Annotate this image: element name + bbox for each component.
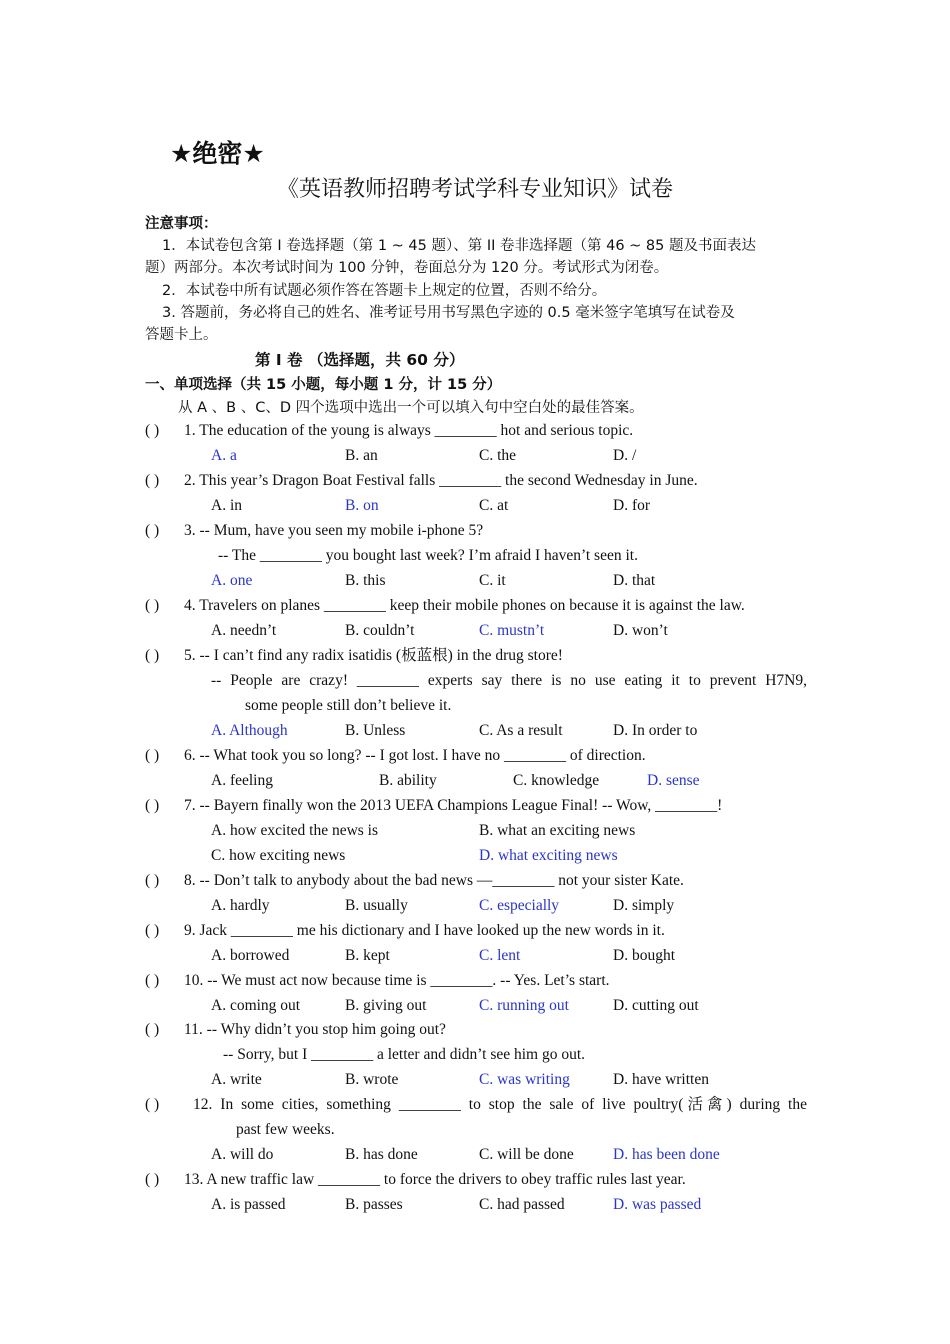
- option-c[interactable]: C. mustn’t: [479, 622, 545, 639]
- option-b[interactable]: B. giving out: [345, 997, 427, 1014]
- option-c[interactable]: C. how exciting news: [211, 847, 346, 864]
- option-b[interactable]: B. has done: [345, 1146, 418, 1163]
- option-b[interactable]: B. passes: [345, 1196, 403, 1213]
- question-stem: 10. -- We must act now because time is ________. -- Yes. Let’s start.: [184, 972, 610, 989]
- question-stem-line: some people still don’t believe it.: [245, 697, 452, 714]
- question-stem-line: -- People are crazy! ________ experts say there is no use eating it to prevent H7N9,: [211, 672, 807, 689]
- answer-bracket[interactable]: ( ): [145, 972, 160, 989]
- option-a[interactable]: A. will do: [211, 1146, 274, 1163]
- notice-line: 3. 答题前，务必将自己的姓名、准考证号用书写黑色字迹的 0.5 毫米签字笔填写在试卷及: [162, 305, 735, 321]
- option-c[interactable]: C. was writing: [479, 1071, 570, 1088]
- option-d[interactable]: D. what exciting news: [479, 847, 618, 864]
- answer-bracket[interactable]: ( ): [145, 647, 160, 664]
- answer-bracket[interactable]: ( ): [145, 1021, 160, 1038]
- question-stem: 9. Jack ________ me his dictionary and I have looked up the new words in it.: [184, 922, 665, 939]
- option-a[interactable]: A. coming out: [211, 997, 301, 1014]
- option-a[interactable]: A. hardly: [211, 897, 270, 914]
- question-stem: 6. -- What took you so long? -- I got lost. I have no ________ of direction.: [184, 747, 646, 764]
- part-heading: 第 I 卷 （选择题，共 60 分）: [255, 351, 465, 369]
- option-c[interactable]: C. had passed: [479, 1196, 565, 1213]
- answer-bracket[interactable]: ( ): [145, 1096, 160, 1113]
- question-stem: 5. -- I can’t find any radix isatidis (板蓝根) in the drug store!: [184, 647, 563, 664]
- option-b[interactable]: B. wrote: [345, 1071, 399, 1088]
- option-a[interactable]: A. a: [211, 447, 237, 464]
- option-d[interactable]: D. simply: [613, 897, 675, 914]
- option-c[interactable]: C. it: [479, 572, 506, 589]
- secret-mark: ★绝密★: [170, 139, 265, 168]
- option-c[interactable]: C. running out: [479, 997, 569, 1014]
- answer-bracket[interactable]: ( ): [145, 1171, 160, 1188]
- option-a[interactable]: A. how excited the news is: [211, 822, 379, 839]
- question-stem: 11. -- Why didn’t you stop him going out?: [184, 1021, 446, 1038]
- option-d[interactable]: D. In order to: [613, 722, 698, 739]
- answer-bracket[interactable]: ( ): [145, 597, 160, 614]
- option-b[interactable]: B. an: [345, 447, 378, 464]
- question-stem-line: past few weeks.: [236, 1121, 335, 1138]
- option-b[interactable]: B. couldn’t: [345, 622, 415, 639]
- option-d[interactable]: D. /: [613, 447, 637, 464]
- option-a[interactable]: A. in: [211, 497, 242, 514]
- answer-bracket[interactable]: ( ): [145, 422, 160, 439]
- option-a[interactable]: A. Although: [211, 722, 288, 739]
- option-d[interactable]: D. has been done: [613, 1146, 720, 1163]
- option-d[interactable]: D. have written: [613, 1071, 709, 1088]
- question-stem-line: -- The ________ you bought last week? I’m afraid I haven’t seen it.: [218, 547, 638, 564]
- question-stem-line: -- Sorry, but I ________ a letter and didn’t see him go out.: [223, 1046, 586, 1063]
- option-c[interactable]: C. at: [479, 497, 509, 514]
- option-a[interactable]: A. write: [211, 1071, 262, 1088]
- option-a[interactable]: A. needn’t: [211, 622, 277, 639]
- option-b[interactable]: B. Unless: [345, 722, 406, 739]
- option-d[interactable]: D. that: [613, 572, 656, 589]
- option-c[interactable]: C. lent: [479, 947, 521, 964]
- option-b[interactable]: B. kept: [345, 947, 390, 964]
- option-b[interactable]: B. ability: [379, 772, 437, 789]
- option-b[interactable]: B. usually: [345, 897, 408, 914]
- answer-bracket[interactable]: ( ): [145, 522, 160, 539]
- answer-bracket[interactable]: ( ): [145, 797, 160, 814]
- option-c[interactable]: C. especially: [479, 897, 560, 914]
- option-b[interactable]: B. on: [345, 497, 379, 514]
- section-instruction: 从 A 、B 、C、D 四个选项中选出一个可以填入句中空白处的最佳答案。: [178, 400, 644, 416]
- notice-heading: 注意事项：: [145, 216, 218, 232]
- question-stem: 8. -- Don’t talk to anybody about the bad news —________ not your sister Kate.: [184, 872, 684, 889]
- option-c[interactable]: C. knowledge: [513, 772, 600, 789]
- answer-bracket[interactable]: ( ): [145, 472, 160, 489]
- answer-bracket[interactable]: ( ): [145, 747, 160, 764]
- option-d[interactable]: D. was passed: [613, 1196, 702, 1213]
- option-d[interactable]: D. cutting out: [613, 997, 699, 1014]
- answer-bracket[interactable]: ( ): [145, 922, 160, 939]
- option-d[interactable]: D. won’t: [613, 622, 668, 639]
- option-b[interactable]: B. this: [345, 572, 386, 589]
- question-stem: 12. In some cities, something ________ to stop the sale of live poultry(活禽) during the: [193, 1096, 807, 1113]
- answer-bracket[interactable]: ( ): [145, 872, 160, 889]
- option-a[interactable]: A. feeling: [211, 772, 273, 789]
- question-stem: 13. A new traffic law ________ to force the drivers to obey traffic rules last year.: [184, 1171, 686, 1188]
- option-b[interactable]: B. what an exciting news: [479, 822, 636, 839]
- option-d[interactable]: D. bought: [613, 947, 675, 964]
- notice-line: 1．本试卷包含第 I 卷选择题（第 1 ~ 45 题）、第 II 卷非选择题（第 46 ~ 85 题及书面表达: [162, 238, 756, 254]
- option-c[interactable]: C. As a result: [479, 722, 563, 739]
- notice-line: 题）两部分。本次考试时间为 100 分钟，卷面总分为 120 分。考试形式为闭卷。: [145, 260, 669, 276]
- question-stem: 2. This year’s Dragon Boat Festival falls ________ the second Wednesday in June.: [184, 472, 698, 489]
- exam-title: 《英语教师招聘考试学科专业知识》试卷: [276, 177, 673, 202]
- option-c[interactable]: C. will be done: [479, 1146, 574, 1163]
- option-a[interactable]: A. is passed: [211, 1196, 286, 1213]
- question-stem: 7. -- Bayern finally won the 2013 UEFA Champions League Final! -- Wow, ________!: [184, 797, 723, 814]
- section-heading: 一、单项选择（共 15 小题，每小题 1 分，计 15 分）: [145, 377, 502, 393]
- option-c[interactable]: C. the: [479, 447, 517, 464]
- question-stem: 1. The education of the young is always ________ hot and serious topic.: [184, 422, 634, 439]
- option-a[interactable]: A. one: [211, 572, 253, 589]
- question-stem: 3. -- Mum, have you seen my mobile i-phone 5?: [184, 522, 484, 539]
- notice-line: 2．本试卷中所有试题必须作答在答题卡上规定的位置，否则不给分。: [162, 283, 607, 299]
- option-d[interactable]: D. for: [613, 497, 651, 514]
- option-d[interactable]: D. sense: [647, 772, 700, 789]
- notice-line: 答题卡上。: [145, 327, 218, 343]
- question-stem: 4. Travelers on planes ________ keep their mobile phones on because it is against the law.: [184, 597, 745, 614]
- option-a[interactable]: A. borrowed: [211, 947, 290, 964]
